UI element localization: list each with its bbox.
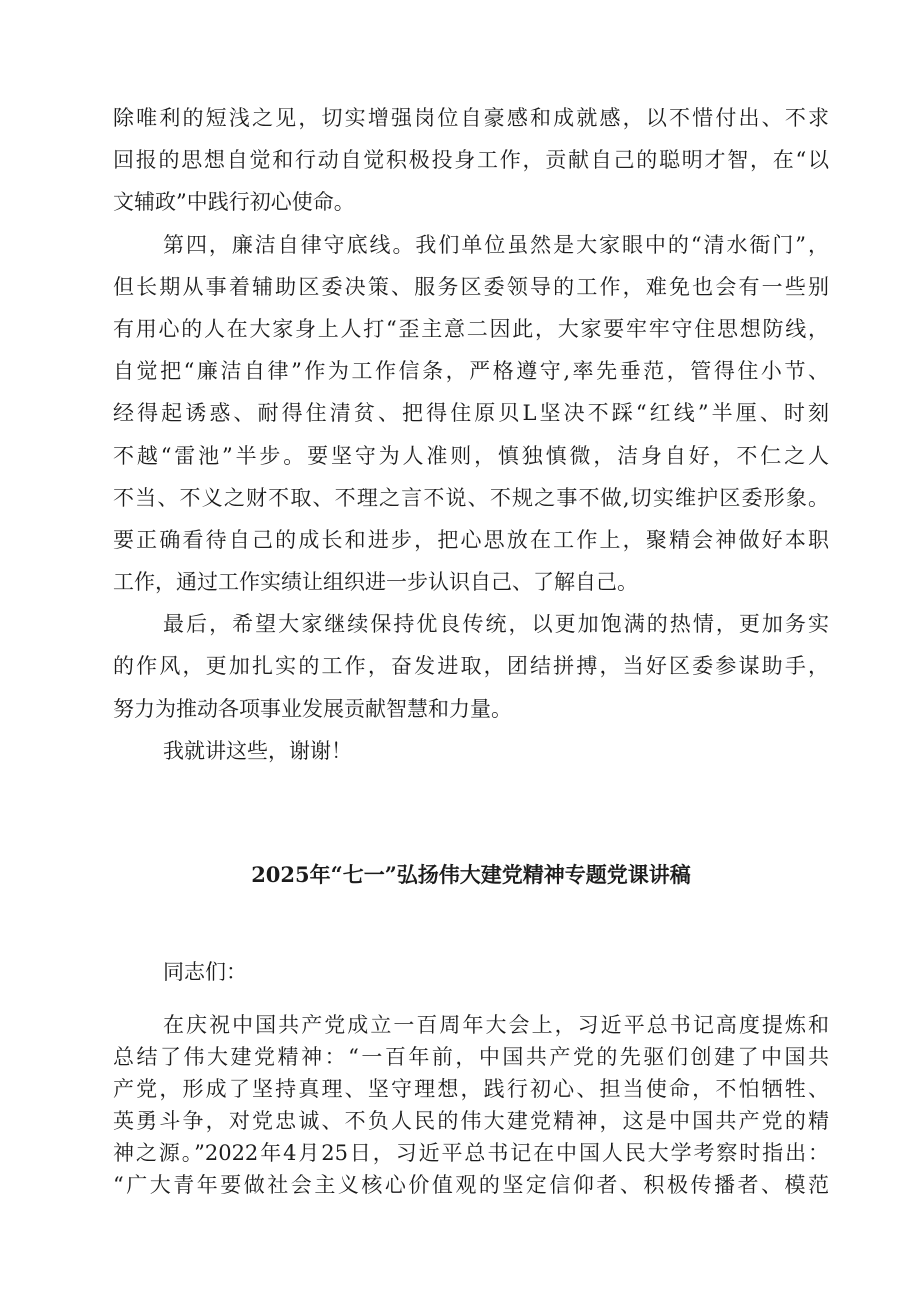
paragraph-line: 有用心的人在大家身上人打“歪主意二因此，大家要牢牢守住思想防线，	[113, 316, 829, 341]
paragraph-line: 回报的思想自觉和行动自觉积极投身工作，贡献自己的聪明才智，在“以	[113, 148, 829, 173]
paragraph-line: 不越“雷池”半步。要坚守为人准则，慎独慎微，洁身自好，不仁之人	[113, 443, 829, 468]
paragraph-line: 但长期从事着辅助区委决策、服务区委领导的工作，难免也会有一些别	[113, 274, 829, 299]
paragraph-line: 文辅政”中践行初心使命。	[113, 190, 355, 215]
paragraph-line: 工作，通过工作实绩让组织进一步认识自己、了解自己。	[113, 570, 638, 595]
paragraph-line: 除唯利的短浅之见，切实增强岗位自豪感和成就感，以不惜付出、不求	[113, 106, 829, 130]
paragraph-line: 总结了伟大建党精神：“一百年前，中国共产党的先驱们创建了中国共	[113, 1045, 829, 1069]
speech-body	[113, 1009, 829, 1201]
paragraph-line: 神之源。”2022年4月25日，习近平总书记在中国人民大学考察时指出：	[113, 1141, 829, 1165]
paragraph-line: 要正确看待自己的成长和进步，把心思放在工作上，聚精会神做好本职	[113, 527, 829, 552]
paragraph-line: 最后，希望大家继续保持优良传统，以更加饱满的热情，更加务实	[163, 612, 829, 637]
salutation: 同志们：	[163, 960, 247, 984]
paragraph-line: 不当、不义之财不取、不理之言不说、不规之事不做,切实维护区委形象。	[113, 485, 829, 510]
paragraph-line: 的作风，更加扎实的工作，奋发进取，团结拼搏，当好区委参谋助手，	[113, 654, 829, 679]
closing-line: 我就讲这些，谢谢！	[163, 738, 352, 763]
paragraph-line: 自觉把“廉洁自律”作为工作信条，严格遵守,率先垂范，管得住小节、	[113, 359, 829, 384]
previous-speech-ending	[113, 97, 829, 772]
paragraph-line: 第四，廉洁自律守底线。我们单位虽然是大家眼中的“清水衙门”，	[163, 232, 829, 257]
speech-title: 2025年“七一”弘扬伟大建党精神专题党课讲稿	[251, 862, 691, 887]
paragraph-line: “广大青年要做社会主义核心价值观的坚定信仰者、积极传播者、模范	[113, 1173, 829, 1197]
paragraph-line: 英勇斗争，对党忠诚、不负人民的伟大建党精神，这是中国共产党的精	[113, 1109, 829, 1133]
paragraph-line: 产党，形成了坚持真理、坚守理想，践行初心、担当使命，不怕牺牲、	[113, 1077, 829, 1101]
paragraph-line: 在庆祝中国共产党成立一百周年大会上，习近平总书记高度提炼和	[163, 1013, 829, 1037]
paragraph-line: 经得起诱惑、耐得住清贫、把得住原贝L坚决不踩“红线”半厘、时刻	[113, 401, 829, 426]
paragraph-line: 努力为推动各项事业发展贡献智慧和力量。	[113, 696, 512, 721]
